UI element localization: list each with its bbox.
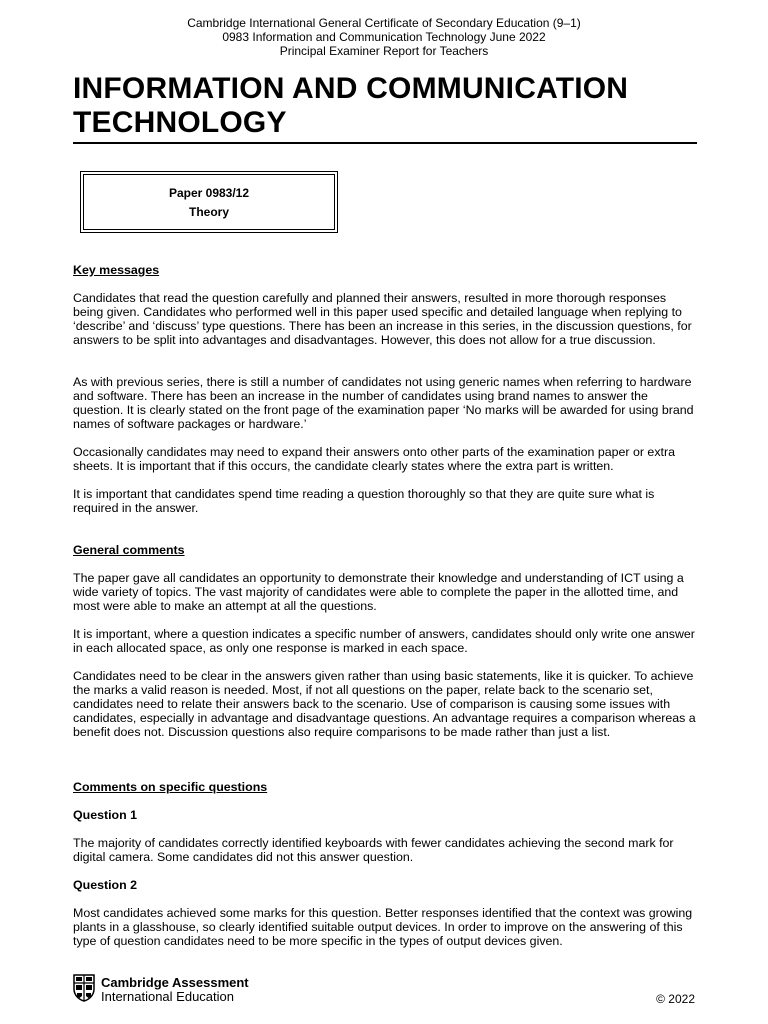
- title-line-2: TECHNOLOGY: [73, 106, 287, 139]
- question-1-heading: Question 1: [73, 808, 138, 822]
- title-divider: [73, 142, 697, 144]
- general-comments-paragraph-3: Candidates need to be clear in the answers given rather than using basic statements, like it is quicker. To achieve the marks a valid reason is needed. Most, if not all questions on the paper, relate back to the scenario set, candidates need to relate their answers back to the scenario. Use of comparison is causing some issues with candidates, especially in advantage and disadvantage questions. An advantage requires a comparison whereas a benefit does not. Discussion questions also require comparisons to be made rather than just a list.: [73, 669, 696, 739]
- header-line-2: 0983 Information and Communication Technology June 2022: [222, 30, 546, 44]
- footer-logo: [73, 974, 249, 1006]
- logo-line-1: Cambridge Assessment: [101, 975, 249, 990]
- key-messages-paragraph-3: Occasionally candidates may need to expand their answers onto other parts of the examination paper or extra sheets. It is important that if this occurs, the candidate clearly states where the extra part is written.: [73, 445, 675, 473]
- paper-info-box-inner: [83, 174, 335, 230]
- specific-questions-heading: Comments on specific questions: [73, 780, 268, 794]
- question-2-text: Most candidates achieved some marks for this question. Better responses identified that the context was growing plants in a glasshouse, so clearly identified suitable output devices. In order to improve on the answering of this type of question candidates need to be more specific in the types of output devices given.: [73, 906, 693, 948]
- general-comments-paragraph-2: It is important, where a question indicates a specific number of answers, candidates should only write one answer in each allocated space, as only one response is marked in each space.: [73, 627, 695, 655]
- title-line-1: INFORMATION AND COMMUNICATION: [73, 72, 629, 105]
- paper-number: Paper 0983/12: [168, 186, 250, 200]
- key-messages-heading: Key messages: [73, 263, 160, 277]
- general-comments-heading: General comments: [73, 543, 185, 557]
- header-line-1: Cambridge International General Certificate of Secondary Education (9–1): [187, 16, 581, 30]
- cambridge-shield-icon: [73, 974, 95, 1007]
- question-1-text: The majority of candidates correctly identified keyboards with fewer candidates achieving the second mark for digital camera. Some candidates did not this answer question.: [73, 836, 674, 864]
- key-messages-paragraph-1: Candidates that read the question carefully and planned their answers, resulted in more thorough responses being given. Candidates who performed well in this paper used specific and detailed language when replying to ‘describe’ and ‘discuss’ type questions. There has been an increase in this series, in the discussion questions, for answers to be split into advantages and disadvantages. However, this does not allow for a true discussion.: [73, 291, 692, 347]
- header-line-3: Principal Examiner Report for Teachers: [279, 44, 489, 58]
- question-2-heading: Question 2: [73, 878, 138, 892]
- key-messages-paragraph-4: It is important that candidates spend time reading a question thoroughly so that they are quite sure what is required in the answer.: [73, 487, 655, 515]
- general-comments-paragraph-1: The paper gave all candidates an opportunity to demonstrate their knowledge and understanding of ICT using a wide variety of topics. The vast majority of candidates were able to complete the paper in the allotted time, and most were able to make an attempt at all the questions.: [73, 571, 684, 613]
- key-messages-paragraph-2: As with previous series, there is still a number of candidates not using generic names when referring to hardware and software. There has been an increase in the number of candidates using brand names to answer the question. It is clearly stated on the front page of the examination paper ‘No marks will be awarded for using brand names of software packages or hardware.’: [73, 375, 694, 431]
- paper-info-box: [80, 171, 338, 233]
- copyright-notice: © 2022: [656, 992, 695, 1006]
- document-title: [73, 72, 713, 140]
- page-header: [0, 16, 768, 58]
- logo-wordmark: [101, 976, 249, 1004]
- logo-line-2: International Education: [101, 989, 234, 1004]
- paper-subtitle: Theory: [188, 205, 229, 219]
